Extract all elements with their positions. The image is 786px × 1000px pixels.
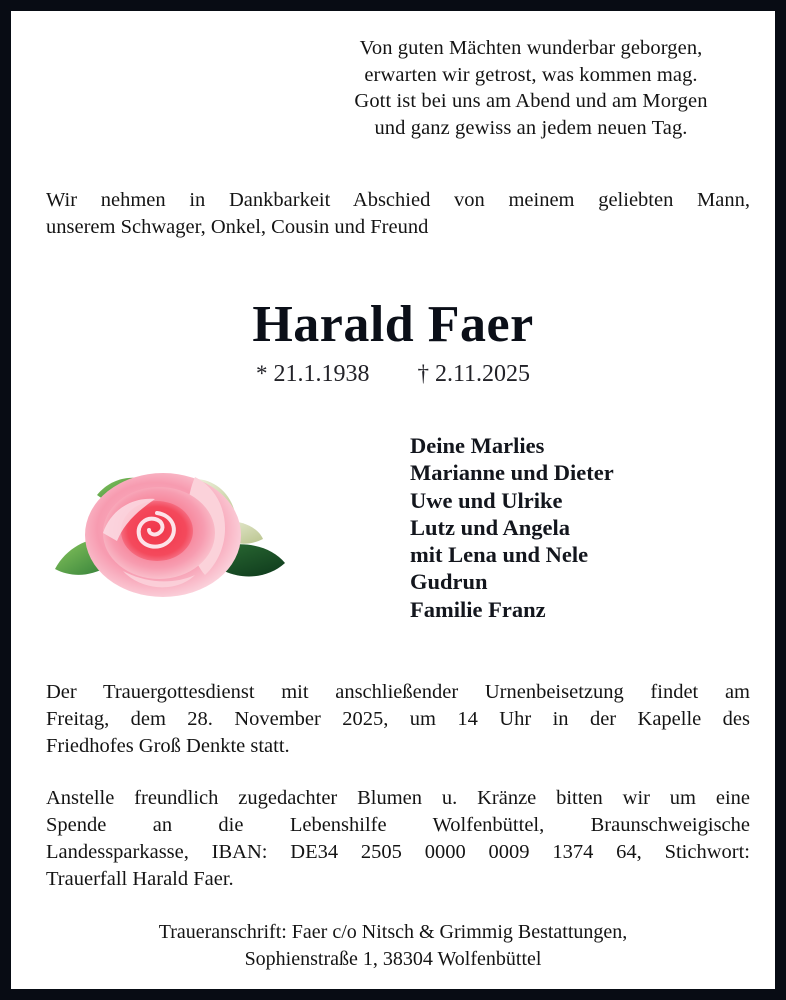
donation-request <box>46 785 750 893</box>
funeral-service-details <box>46 679 750 760</box>
obituary-page <box>11 11 775 989</box>
verse-line: erwarten wir getrost, was kommen mag. <box>364 63 698 86</box>
address-line: Traueranschrift: Faer c/o Nitsch & Grimmig Bestattungen, <box>158 921 628 943</box>
memorial-verse <box>336 35 726 141</box>
service-line: Friedhofes Groß Denkte statt. <box>46 735 290 757</box>
address-line: Sophienstraße 1, 38304 Wolfenbüttel <box>244 948 542 970</box>
birth-date: 21.1.1938 <box>273 361 370 387</box>
survivor-line: Familie Franz <box>410 596 546 622</box>
service-line: Der Trauergottesdienst mit anschließender Urnenbeisetzung findet am <box>46 681 750 703</box>
verse-line: Gott ist bei uns am Abend und am Morgen <box>354 90 708 112</box>
survivors-list <box>410 432 740 623</box>
verse-line: Von guten Mächten wunderbar geborgen, <box>359 37 703 59</box>
donation-line: Trauerfall Harald Faer. <box>46 868 234 890</box>
intro-line: unserem Schwager, Onkel, Cousin und Freund <box>46 216 429 238</box>
intro-line: Wir nehmen in Dankbarkeit Abschied von meinem geliebten Mann, <box>46 189 750 211</box>
survivor-line: Marianne und Dieter <box>410 460 614 486</box>
death-cross-icon: † <box>417 361 429 386</box>
donation-line-iban: Landessparkasse, IBAN: DE34 2505 0000 0009 1374 64, Stichwort: <box>46 841 750 863</box>
deceased-name: Harald Faer <box>252 296 534 353</box>
survivor-line: Gudrun <box>410 569 488 595</box>
death-date: 2.11.2025 <box>434 361 531 387</box>
donation-line: Spende an die Lebenshilfe Wolfenbüttel, Braunschweigische <box>46 814 750 836</box>
rose-flower-illustration <box>45 451 307 611</box>
mourning-address <box>11 919 775 973</box>
deceased-name-block <box>11 296 775 388</box>
survivor-line: Uwe und Ulrike <box>410 487 563 513</box>
birth-date-group <box>256 361 370 387</box>
survivor-line: Deine Marlies <box>410 433 545 458</box>
survivor-line: Lutz und Angela <box>410 514 571 540</box>
verse-line: und ganz gewiss an jedem neuen Tag. <box>374 116 688 139</box>
service-line: Freitag, dem 28. November 2025, um 14 Uhr in der Kapelle des <box>46 708 750 730</box>
farewell-intro-text <box>46 187 750 241</box>
birth-star-icon: * <box>255 361 268 386</box>
life-dates <box>11 360 775 388</box>
donation-line: Anstelle freundlich zugedachter Blumen u. Kränze bitten wir um eine <box>46 787 750 809</box>
death-date-group <box>417 361 530 387</box>
survivor-line: mit Lena und Nele <box>410 542 589 568</box>
